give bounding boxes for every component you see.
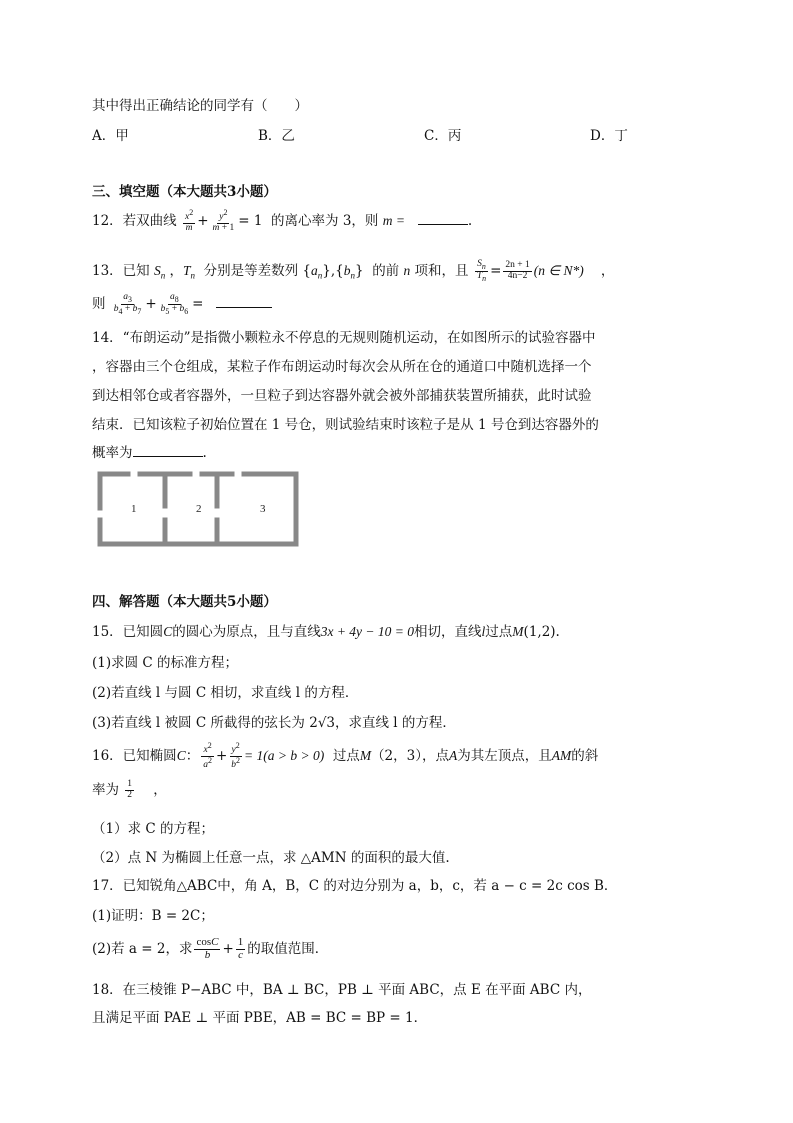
q15-stem: 15．已知圆C的圆心为原点，且与直线3x + 4y − 10 = 0相切，直线l过点M(1,2). <box>92 624 560 640</box>
q15-part2: (2)若直线 l 与圆 C 相切，求直线 l 的方程． <box>92 685 359 701</box>
q14-line2: ，容器由三个仓组成，某粒子作布朗运动时每次会从所在仓的通道口中随机选择一个 <box>92 359 592 375</box>
q16-frac-y: $\frac{y^2}{b^2}$ <box>231 741 241 771</box>
q12-end: . <box>467 213 473 230</box>
q12-var: m = <box>382 213 405 229</box>
q16-e: 的斜 <box>571 748 599 765</box>
q12-mid: 的离心率为 3，则 <box>271 213 379 230</box>
q13-frac-st: $\frac{S_n}{T_n}$ <box>476 258 487 283</box>
q14-line5 <box>92 441 207 461</box>
q17-part2-b: 的取值范围． <box>247 941 329 957</box>
container-figure <box>96 470 302 550</box>
q14-last-label: 概率为 <box>92 445 133 461</box>
q13-frac-ratio: $\frac{2n + 1}{4n-2}$ <box>505 260 530 281</box>
q15-a: 15．已知圆 <box>92 624 164 640</box>
q12: 12．若双曲线 $\frac{x^2}{m}$ + $\frac{y^2}{m + 1}$ = 1 的离心率为 3，则 m = . <box>92 208 473 234</box>
chamber-3-label: 3 <box>260 503 266 515</box>
q15-part1: (1)求圆 C 的标准方程； <box>92 655 239 671</box>
q13-d: 项和，且 <box>414 263 469 279</box>
q13-frac-2: $\frac{a_8}{b_5 + b_6}$ <box>160 291 189 316</box>
q16-stem: 16．已知椭圆C： $\frac{x^2}{a^2}$ + $\frac{y^2}{b^2}$ = 1(a > b > 0) 过点M（2，3），点A为其左顶点，且AM的斜 <box>92 741 599 771</box>
q13-line2-a: 则 <box>92 296 106 312</box>
q13-b: 分别是等差数列 <box>203 263 299 279</box>
q17-part2-a: (2)若 a = 2，求 <box>92 941 193 957</box>
q12-answer-blank[interactable] <box>418 224 468 225</box>
q18-line1: 18．在三棱锥 P−ABC 中，BA ⊥ BC，PB ⊥ 平面 ABC，点 E 在平面 ABC 内， <box>92 982 592 998</box>
q11-tail: 其中得出正确结论的同学有（ ） <box>92 98 308 114</box>
q17-stem: 17．已知锐角△ABC中，角 A，B，C 的对边分别为 a，b，c，若 a − c = 2c cos B． <box>92 878 618 894</box>
q16-part2: （2）点 N 为椭圆上任意一点，求 △AMN 的面积的最大值. <box>92 850 450 866</box>
q16-line2: 率为 $\frac{1}{2}$ ， <box>92 779 167 800</box>
q12-prefix: 12．若双曲线 <box>92 213 177 230</box>
q11-option-a[interactable]: A．甲 <box>92 128 129 144</box>
q13-cond: (n ∈ N*) <box>533 263 584 278</box>
q16-c: ，点 <box>422 748 449 765</box>
q16-a: 16．已知椭圆 <box>92 748 177 765</box>
q13-line1: 13．已知 $S_n$ ，$T_n$ 分别是等差数列 $\{a_n\},\{b_n\}$ 的前 n 项和，且 $\frac{S_n}{T_n}$ = $\frac{2n + 1}{4n-2}$ (n ∈ N*) ， <box>92 258 615 283</box>
q15-part3: (3)若直线 l 被圆 C 所截得的弦长为 2√3，求直线 l 的方程． <box>92 715 456 731</box>
q13-frac-1: $\frac{a_3}{b_4 + b_7}$ <box>113 291 142 316</box>
q17-frac-cos: $\frac{\cos C}{b}$ <box>196 936 219 961</box>
q16-b: 过点 <box>332 748 360 765</box>
q13-c: 的前 <box>372 263 400 279</box>
q11-option-c[interactable]: C．丙 <box>424 128 462 144</box>
q13-a: 13．已知 <box>92 263 150 279</box>
q16-frac-x: $\frac{x^2}{a^2}$ <box>203 741 212 771</box>
section4-title: 四、解答题（本大题共5小题） <box>92 594 277 610</box>
q16-d: 为其左顶点，且 <box>457 748 552 765</box>
q15-d: 过点 <box>485 624 513 640</box>
section3-title: 三、填空题（本大题共3小题） <box>92 184 277 200</box>
q16-part1: （1）求 C 的方程； <box>92 821 215 837</box>
chamber-2-label: 2 <box>196 503 202 515</box>
q11-option-d[interactable]: D．丁 <box>590 128 628 144</box>
chamber-1-label: 1 <box>131 503 137 515</box>
q14-line1: 14．“布朗运动”是指微小颗粒永不停息的无规则随机运动，在如图所示的试验容器中 <box>92 330 596 346</box>
q13-line2: 则 $\frac{a_3}{b_4 + b_7}$ + $\frac{a_8}{b_5 + b_6}$ = <box>92 292 272 316</box>
q15-c: 相切，直线 <box>414 624 482 640</box>
q13-answer-blank[interactable] <box>216 307 272 308</box>
q17-frac-1c: $\frac{1}{c}$ <box>237 936 244 961</box>
q15-b: 的圆心为原点，且与直线 <box>172 624 321 640</box>
q17-part1: (1)证明：B = 2C； <box>92 908 214 924</box>
q12-frac-x: $\frac{x^2}{m}$ <box>184 208 194 234</box>
q16-frac-half: $\frac{1}{2}$ <box>127 779 133 800</box>
q16-slope-label: 率为 <box>92 782 119 798</box>
q12-frac-y: $\frac{y^2}{m + 1}$ <box>212 208 235 234</box>
q18-line2: 且满足平面 PAE ⊥ 平面 PBE，AB = BC = BP = 1． <box>92 1010 428 1026</box>
q17-part2: (2)若 a = 2，求 $\frac{\cos C}{b}$ + $\frac{1}{c}$ 的取值范围． <box>92 936 329 961</box>
q14-line3: 到达相邻仓或者容器外，一旦粒子到达容器外就会被外部捕获装置所捕获，此时试验 <box>92 388 592 404</box>
q14-answer-blank[interactable] <box>133 456 203 457</box>
q11-option-b[interactable]: B．乙 <box>258 128 295 144</box>
q14-line4: 结束．已知该粒子初始位置在 1 号仓，则试验结束时该粒子是从 1 号仓到达容器外的 <box>92 417 599 433</box>
q14-end: . <box>202 445 207 461</box>
